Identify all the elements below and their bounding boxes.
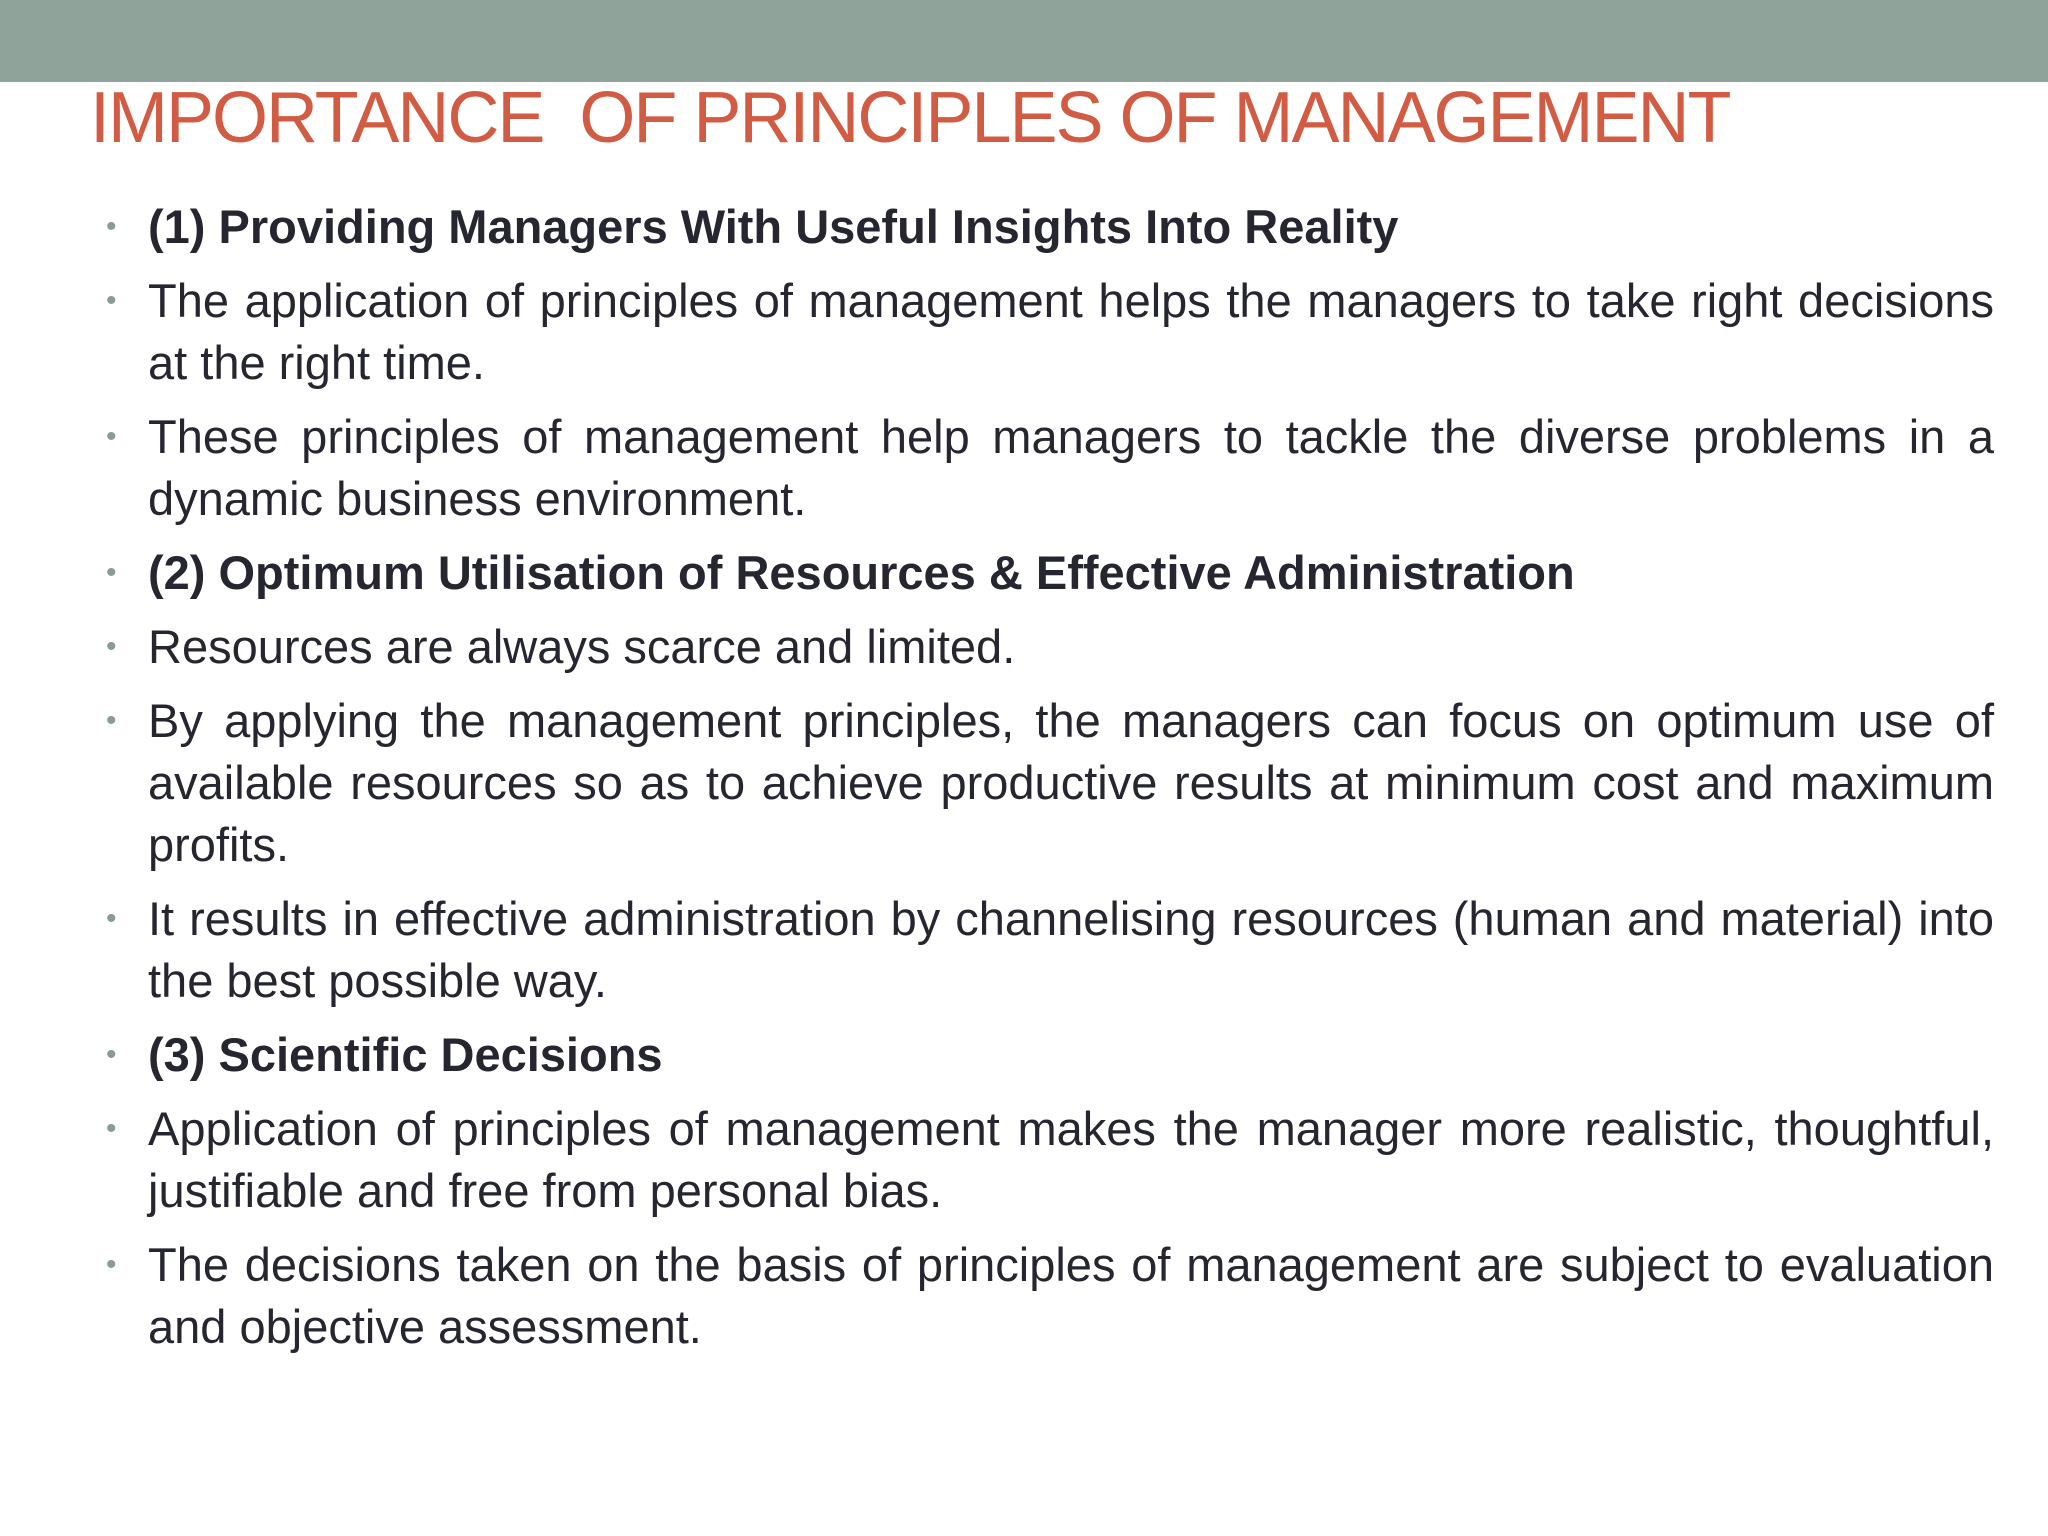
bullet-dot-icon: • — [106, 902, 117, 935]
bullet-item — [100, 690, 1994, 876]
bullet-dot-icon: • — [106, 284, 117, 317]
bullet-item — [100, 888, 1994, 1012]
bullet-text: Resources are always scarce and limited. — [148, 620, 1016, 673]
header-band — [0, 0, 2048, 82]
bullet-heading-insights — [100, 196, 1994, 258]
bullet-heading-decisions — [100, 1024, 1994, 1086]
bullet-text: It results in effective administration by channelising resources (human and material) into the best possible way. — [148, 892, 1994, 1007]
bullet-item — [100, 1098, 1994, 1222]
bullet-dot-icon: • — [106, 210, 117, 243]
bullet-dot-icon: • — [106, 556, 117, 589]
bullet-text: (3) Scientific Decisions — [148, 1028, 663, 1081]
bullet-dot-icon: • — [106, 1038, 117, 1071]
bullet-item — [100, 1234, 1994, 1358]
bullet-text: Application of principles of management makes the manager more realistic, thoughtful, justifiable and free from personal bias. — [148, 1102, 1994, 1217]
bullet-dot-icon: • — [106, 420, 117, 453]
slide-title: IMPORTANCE OF PRINCIPLES OF MANAGEMENT — [90, 78, 1730, 158]
bullet-item — [100, 406, 1994, 530]
bullet-dot-icon: • — [106, 704, 117, 737]
bullet-dot-icon: • — [106, 630, 117, 663]
bullet-dot-icon: • — [106, 1248, 117, 1281]
bullet-list — [100, 196, 1994, 1370]
bullet-text: (1) Providing Managers With Useful Insights Into Reality — [148, 200, 1399, 253]
bullet-text: The decisions taken on the basis of principles of management are subject to evaluation and objective assessment. — [148, 1238, 1994, 1353]
bullet-item — [100, 270, 1994, 394]
bullet-dot-icon: • — [106, 1112, 117, 1145]
bullet-text: The application of principles of management helps the managers to take right decisions at the right time. — [148, 274, 1994, 389]
bullet-text: These principles of management help managers to tackle the diverse problems in a dynamic business environment. — [148, 410, 1994, 525]
bullet-text: By applying the management principles, the managers can focus on optimum use of available resources so as to achieve productive results at minimum cost and maximum profits. — [148, 694, 1994, 871]
bullet-item — [100, 616, 1994, 678]
bullet-heading-resources — [100, 542, 1994, 604]
bullet-text: (2) Optimum Utilisation of Resources & Effective Administration — [148, 546, 1575, 599]
